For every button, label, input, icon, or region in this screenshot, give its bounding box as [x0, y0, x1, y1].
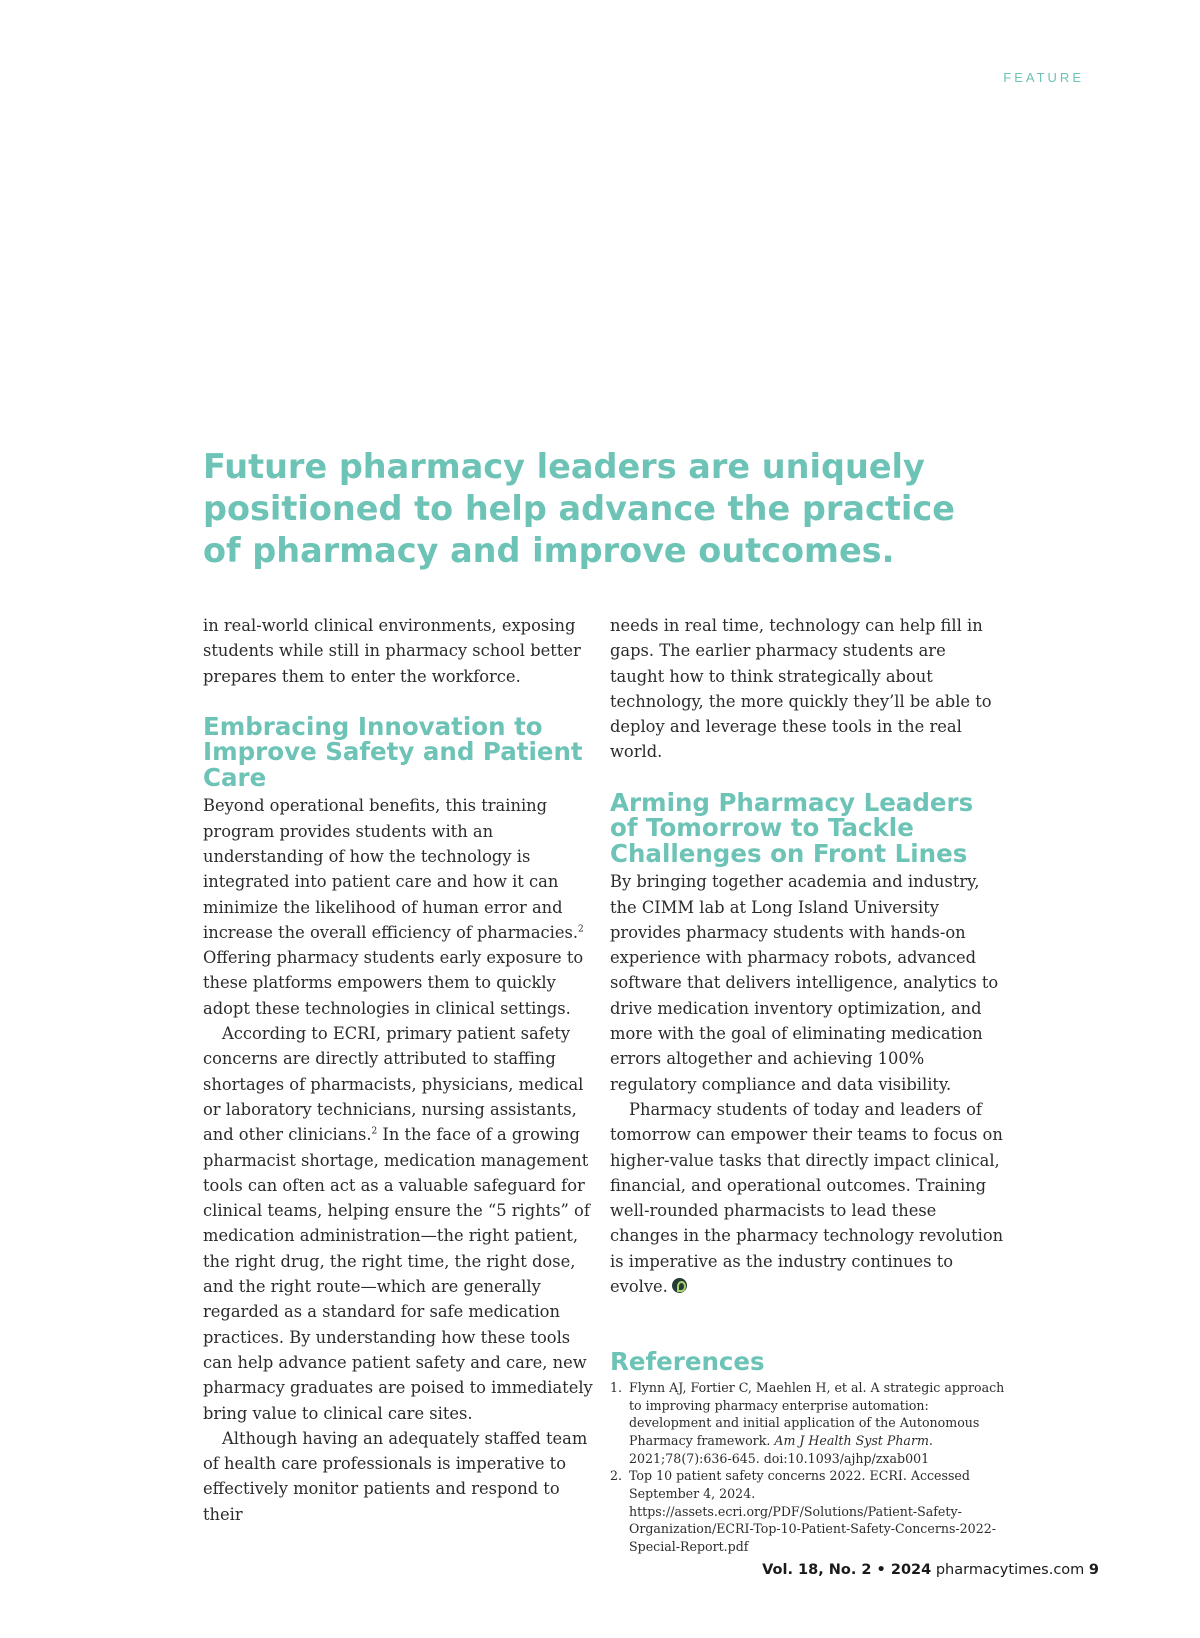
- paragraph-training-benefits: [203, 793, 598, 1021]
- reference-text: . 2021;78(7):636-645. doi:10.1093/ajhp/zxab001: [629, 1432, 933, 1466]
- right-column: [610, 613, 1005, 1556]
- paragraph-text: In the face of a growing pharmacist shortage, medication management tools can often act as a valuable safeguard for clinical teams, helping ensure the “5 rights” of medication administration—the right patient, the right drug, the right time, the right dose, and the right route—which are generally regarded as a standard for safe medication practices. By understanding how these tools can help advance patient safety and care, new pharmacy graduates are poised to immediately bring value to clinical care sites.: [203, 1125, 593, 1423]
- reference-number: 2.: [610, 1468, 623, 1484]
- reference-number: 1.: [610, 1379, 623, 1395]
- left-column: [203, 613, 598, 1527]
- paragraph-text: Pharmacy students of today and leaders of tomorrow can empower their teams to focus on higher-value tasks that directly impact clinical, financial, and operational outcomes. Training well-rounded pharmacists to lead these changes in the pharmacy technology revolution is imperative as the industry continues to evolve.: [610, 1099, 1004, 1297]
- intro-paragraph: in real-world clinical environments, exposing students while still in pharmacy school better prepares them to enter the workforce.: [203, 616, 581, 686]
- paragraph-staffing: Although having an adequately staffed team of health care professionals is imperative to effectively monitor patients and respond to their: [203, 1428, 588, 1524]
- paragraph-text: According to ECRI, primary patient safety concerns are directly attributed to staffing shortages of pharmacists, physicians, medical or laboratory technicians, nursing assistants, and other clinicians.: [203, 1024, 584, 1145]
- pull-quote: Future pharmacy leaders are uniquely positioned to help advance the practice of pharmacy and improve outcomes.: [203, 447, 955, 570]
- paragraph-cimm-lab: By bringing together academia and industry, the CIMM lab at Long Island University provides pharmacy students with hands-on experience with pharmacy robots, advanced software that delivers intelligence, analytics to drive medication inventory optimization, and more with the goal of eliminating medication errors altogether and achieving 100% regulatory compliance and data visibility.: [610, 872, 999, 1094]
- citation-ref: 2: [578, 924, 584, 935]
- reference-text: Flynn AJ, Fortier C, Maehlen H, et al. A strategic approach to improving pharmacy enterprise automation: development and initial application of the Autonomous Pharmacy framework.: [629, 1379, 1005, 1448]
- pharmacy-times-logo-icon: [672, 1278, 687, 1293]
- references-list: [610, 1379, 1005, 1556]
- paragraph-text: Offering pharmacy students early exposure to these platforms empowers them to quickly adopt these technologies in clinical settings.: [203, 948, 584, 1018]
- reference-item: [610, 1467, 1005, 1556]
- reference-text: Top 10 patient safety concerns 2022. ECRI. Accessed September 4, 2024. https://assets.ecri.org/PDF/Solutions/Patient-Safety-Organization/ECRI-Top-10-Patient-Safety-Concerns-2022-Special-Report.pdf: [629, 1468, 996, 1555]
- section-label: FEATURE: [1003, 70, 1084, 85]
- issue-year: 2024: [890, 1562, 932, 1578]
- paragraph-text: Beyond operational benefits, this training program provides students with an understanding of how the technology is integrated into patient care and how it can minimize the likelihood of human error and increase the overall efficiency of pharmacies.: [203, 796, 579, 942]
- page-footer: [762, 1562, 1099, 1578]
- section-heading-arming-leaders: Arming Pharmacy Leaders of Tomorrow to Tackle Challenges on Front Lines: [610, 787, 974, 868]
- references-heading: References: [610, 1347, 765, 1377]
- footer-separator: •: [871, 1562, 891, 1578]
- issue-number: Vol. 18, No. 2: [762, 1562, 872, 1578]
- section-heading-innovation: Embracing Innovation to Improve Safety and Patient Care: [203, 711, 583, 792]
- reference-journal: Am J Health Syst Pharm: [774, 1432, 929, 1448]
- paragraph-real-time: needs in real time, technology can help fill in gaps. The earlier pharmacy students are taught how to think strategically about technology, the more quickly they’ll be able to deploy and leverage these tools in the real world.: [610, 616, 992, 762]
- paragraph-ecri-concerns: [203, 1021, 598, 1426]
- website: pharmacytimes.com: [931, 1562, 1089, 1578]
- citation-ref: 2: [371, 1126, 378, 1137]
- paragraph-conclusion: [610, 1097, 1005, 1299]
- reference-item: [610, 1379, 1005, 1468]
- page-number: 9: [1088, 1562, 1099, 1578]
